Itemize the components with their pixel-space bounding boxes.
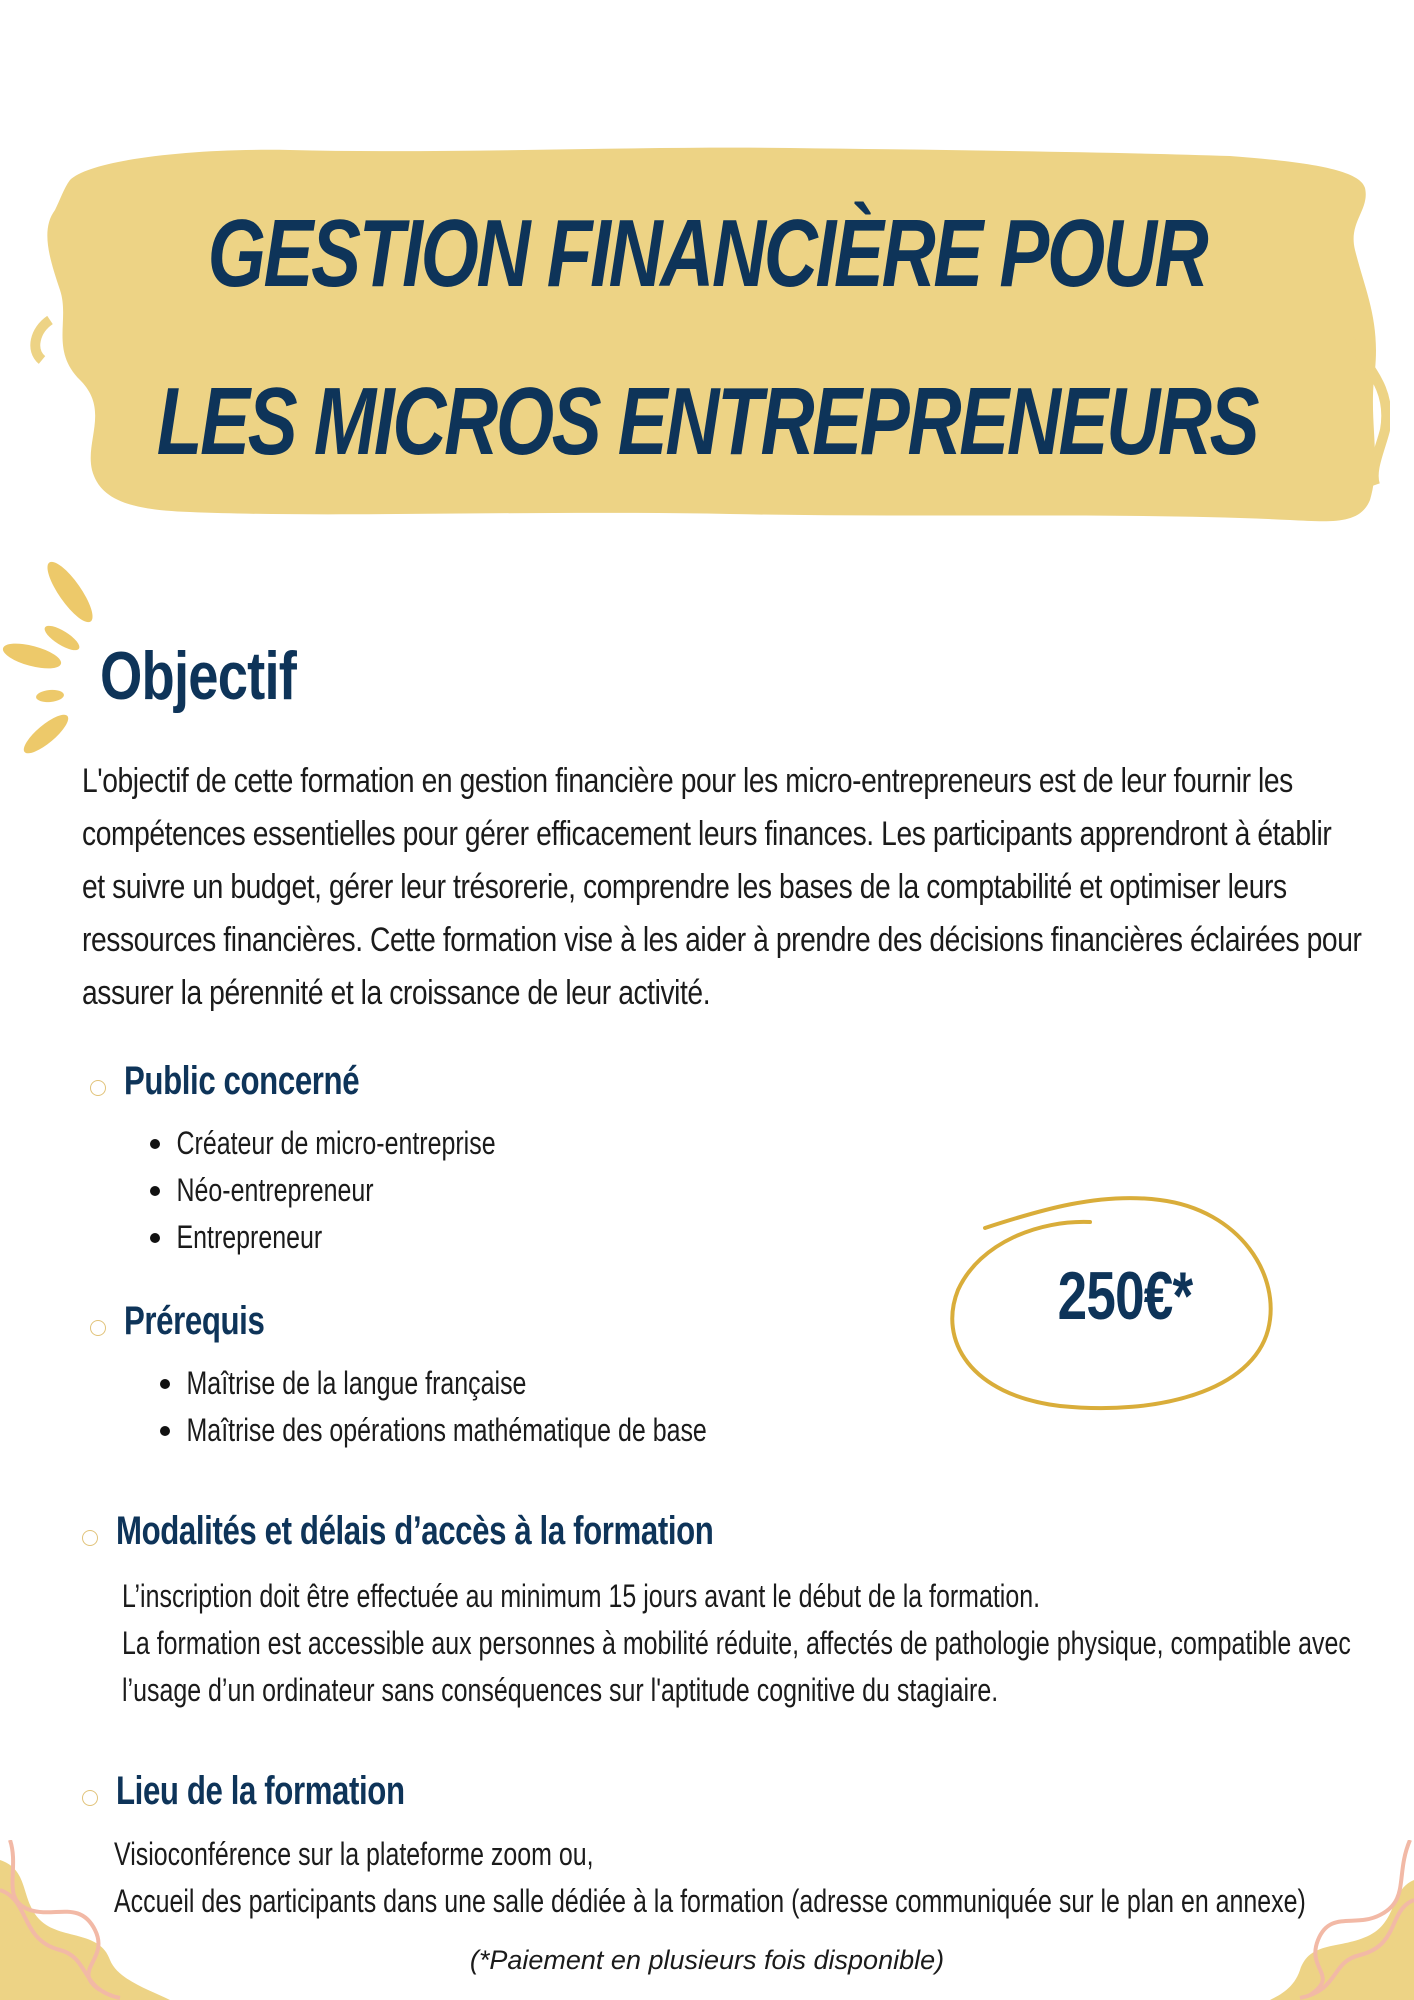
- prerequis-heading: Prérequis: [124, 1299, 265, 1343]
- section-bullet-icon: [82, 1530, 98, 1546]
- list-item: Créateur de micro-entreprise: [150, 1120, 593, 1167]
- modalites-line: La formation est accessible aux personnes à mobilité réduite, affectés de pathologie physique, compatible avec: [122, 1625, 1351, 1661]
- list-item: Entrepreneur: [150, 1214, 593, 1261]
- modalites-heading: Modalités et délais d’accès à la formation: [116, 1509, 714, 1553]
- public-heading: Public concerné: [124, 1059, 360, 1103]
- lieu-heading: Lieu de la formation: [116, 1769, 405, 1813]
- lieu-line: Visioconférence sur la plateforme zoom ou,: [114, 1836, 594, 1872]
- objectif-heading: Objectif: [100, 638, 297, 714]
- objectif-line: et suivre un budget, gérer leur trésorerie, comprendre les bases de la comptabilité et optimiser leurs: [82, 868, 1287, 906]
- list-item: Maîtrise de la langue française: [160, 1360, 861, 1407]
- objectif-line: compétences essentielles pour gérer efficacement leurs finances. Les participants apprendront à établir: [82, 815, 1332, 853]
- section-bullet-icon: [90, 1320, 106, 1336]
- page-title-line-2: LES MICROS ENTREPRENEURS: [156, 368, 1258, 475]
- prerequis-list: [160, 1360, 861, 1454]
- objectif-line: L'objectif de cette formation en gestion financière pour les micro-entrepreneurs est de leur fournir les: [82, 762, 1293, 800]
- section-bullet-icon: [82, 1790, 98, 1806]
- section-bullet-icon: [90, 1080, 106, 1096]
- sunburst-decoration-icon: [0, 556, 110, 756]
- corner-decoration-left: [0, 1840, 170, 2000]
- modalites-line: l’usage d’un ordinateur sans conséquences sur l'aptitude cognitive du stagiaire.: [122, 1672, 999, 1708]
- objectif-line: assurer la pérennité et la croissance de leur activité.: [82, 974, 711, 1012]
- list-item: Néo-entrepreneur: [150, 1167, 593, 1214]
- list-item: Maîtrise des opérations mathématique de base: [160, 1407, 861, 1454]
- payment-footnote: (*Paiement en plusieurs fois disponible): [469, 1945, 945, 1975]
- corner-decoration-right: [1270, 1840, 1414, 2000]
- lieu-line: Accueil des participants dans une salle dédiée à la formation (adresse communiquée sur le plan en annexe): [114, 1883, 1306, 1919]
- modalites-paragraph: [122, 1573, 1414, 1714]
- public-list: [150, 1120, 593, 1261]
- page-title-line-1: GESTION FINANCIÈRE POUR: [207, 200, 1207, 307]
- price-label: 250€*: [1057, 1258, 1193, 1334]
- objectif-line: ressources financières. Cette formation vise à les aider à prendre des décisions financières éclairées pour: [82, 921, 1362, 959]
- lieu-paragraph: [114, 1831, 1414, 1925]
- objectif-paragraph: [82, 755, 1372, 1020]
- modalites-line: L’inscription doit être effectuée au minimum 15 jours avant le début de la formation.: [122, 1578, 1041, 1614]
